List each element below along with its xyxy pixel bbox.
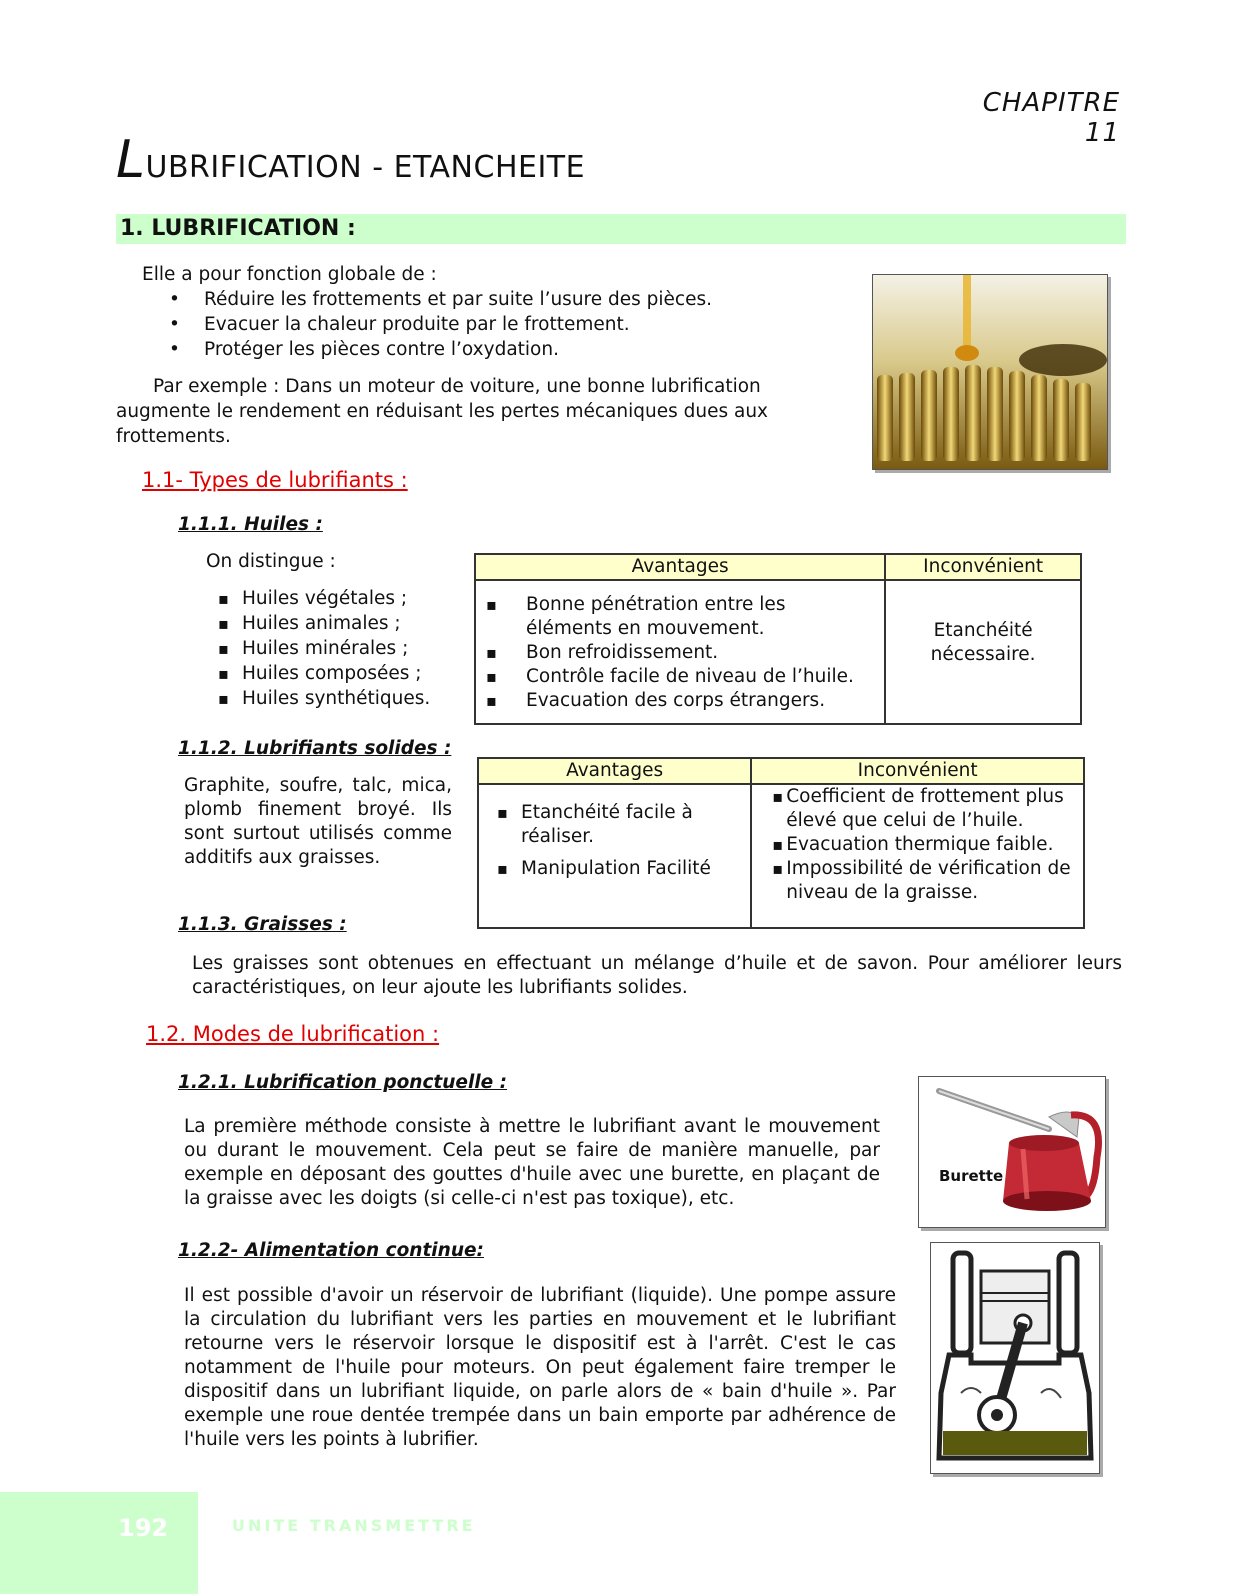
list-item: ▪ Coefficient de frottement plus élevé que celui de l’huile.	[772, 785, 1079, 833]
heading-graisses: 1.1.3. Graisses :	[178, 914, 347, 935]
solides-table	[477, 757, 1085, 929]
list-item: ▪ Bonne pénétration entre les éléments en mouvement.	[486, 593, 876, 641]
section-heading-lubrification: 1. LUBRIFICATION :	[116, 214, 1126, 244]
gear-oil-illustration	[873, 275, 1107, 469]
heading-types-lubrifiants: 1.1- Types de lubrifiants :	[142, 468, 408, 492]
huiles-list	[218, 586, 430, 711]
avantages-list	[497, 801, 744, 881]
section1-intro-block	[142, 262, 792, 362]
avantages-list	[486, 593, 876, 713]
page-number: 192	[118, 1514, 169, 1542]
list-item: ▪ Contrôle facile de niveau de l’huile.	[486, 665, 876, 689]
table-cell-inconvenient: Etanchéité nécessaire.	[885, 580, 1081, 724]
ponctuelle-paragraph: La première méthode consiste à mettre le lubrifiant avant le mouvement ou durant le mouvement. Cela peut se faire de manière manuelle, par exemple en déposant des gouttes d'huile avec une burette, en plaçant de la graisse avec les doigts (si celle-ci n'est pas toxique), etc.	[184, 1116, 880, 1209]
continue-paragraph: Il est possible d'avoir un réservoir de lubrifiant (liquide). Une pompe assure la circulation du lubrifiant vers les parties en mouvement et le lubrifiant retourne vers le réservoir lorsque le dispositif est à l'arrêt. C'est le cas notamment de l'huile pour moteurs. On peut également faire tremper le dispositif dans un lubrifiant liquide, on parle alors de « bain d'huile ». Par exemple une roue dentée trempée dans un bain emporte par adhérence de l'huile vers les points à lubrifier.	[184, 1285, 896, 1450]
burette-image	[918, 1076, 1106, 1228]
title-initial: L	[116, 130, 146, 190]
engine-crankcase-illustration	[931, 1243, 1099, 1473]
list-item: ▪ Evacuation des corps étrangers.	[486, 689, 876, 713]
list-item: ▪ Manipulation Facilité	[497, 857, 744, 881]
list-item: • Protéger les pièces contre l’oxydation.	[169, 337, 792, 362]
list-item: ▪ Huiles minérales ;	[218, 636, 430, 661]
list-item: ▪ Huiles composées ;	[218, 661, 430, 686]
engine-image	[930, 1242, 1100, 1474]
graisses-paragraph: Les graisses sont obtenues en effectuant un mélange d’huile et de savon. Pour améliorer leurs caractéristiques, on leur ajoute les lubrifiants solides.	[192, 953, 1122, 998]
table-header-avantages: Avantages	[475, 554, 885, 580]
list-item: ▪ Bon refroidissement.	[486, 641, 876, 665]
page-title	[116, 130, 585, 190]
list-item: ▪ Huiles animales ;	[218, 611, 430, 636]
title-rest: UBRIFICATION - ETANCHEITE	[145, 150, 586, 185]
heading-huiles: 1.1.1. Huiles :	[178, 514, 323, 535]
chapter-label: CHAPITRE 11	[982, 88, 1120, 148]
table-header-inconvenient: Inconvénient	[751, 758, 1084, 784]
list-item: • Evacuer la chaleur produite par le frottement.	[169, 312, 792, 337]
section1-intro: Elle a pour fonction globale de :	[142, 264, 437, 285]
table-cell-avantages	[478, 784, 751, 928]
function-list	[169, 287, 792, 362]
list-item: ▪ Etanchéité facile à réaliser.	[497, 801, 744, 849]
table-cell-inconvenient	[751, 784, 1084, 928]
huiles-intro: On distingue :	[206, 551, 336, 572]
list-item: ▪ Evacuation thermique faible.	[772, 833, 1079, 857]
heading-alimentation-continue: 1.2.2- Alimentation continue:	[178, 1240, 484, 1261]
list-item: ▪ Huiles synthétiques.	[218, 686, 430, 711]
table-header-avantages: Avantages	[478, 758, 751, 784]
gear-oil-image	[872, 274, 1108, 470]
table-cell-avantages	[475, 580, 885, 724]
table-header-inconvenient: Inconvénient	[885, 554, 1081, 580]
list-item: • Réduire les frottements et par suite l’usure des pièces.	[169, 287, 792, 312]
heading-lubrifiants-solides: 1.1.2. Lubrifiants solides :	[178, 738, 452, 759]
example-paragraph: Par exemple : Dans un moteur de voiture, une bonne lubrification augmente le rendement en réduisant les pertes mécaniques dues aux frottements.	[116, 376, 769, 447]
solides-paragraph: Graphite, soufre, talc, mica, plomb finement broyé. Ils sont surtout utilisés comme additifs aux graisses.	[184, 775, 452, 868]
list-item: ▪ Impossibilité de vérification de niveau de la graisse.	[772, 857, 1079, 905]
footer-tab	[0, 1492, 198, 1594]
huiles-table	[474, 553, 1082, 725]
burette-label: Burette	[939, 1167, 1004, 1185]
list-item: ▪ Huiles végétales ;	[218, 586, 430, 611]
footer-unit-label: UNITE TRANSMETTRE	[232, 1516, 476, 1535]
burette-illustration	[919, 1077, 1105, 1227]
inconvenients-list	[772, 785, 1079, 905]
heading-lubrification-ponctuelle: 1.2.1. Lubrification ponctuelle :	[178, 1072, 508, 1093]
heading-modes-lubrification: 1.2. Modes de lubrification :	[146, 1022, 440, 1046]
